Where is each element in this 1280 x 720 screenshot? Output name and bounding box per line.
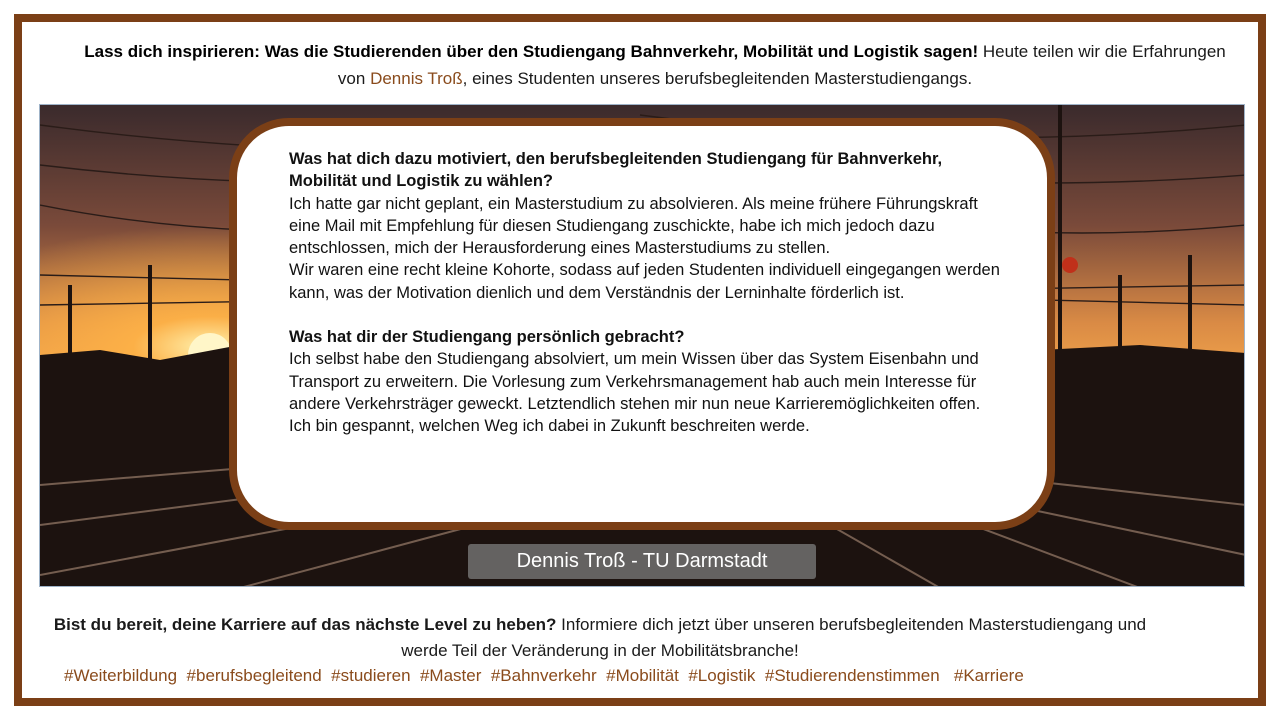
answer-2: Ich selbst habe den Studiengang absolviert, um mein Wissen über das System Eisenbahn und Transport zu erweitern. Die Vorlesung zum Verkehrsmanagement hab auch mein Interesse für andere Verkehrsträger geweckt. Letztendlich stehen mir nun neue Karrieremöglichkeiten offen. Ich bin gespannt, welchen Weg ich dabei in Zukunft beschreiten werde. — [289, 350, 981, 436]
photo-caption: Dennis Troß - TU Darmstadt — [468, 544, 816, 579]
outro-headline: Bist du bereit, deine Karriere auf das nächste Level zu heben? — [53, 615, 557, 634]
outro-text — [40, 612, 1160, 664]
answer-1b: Wir waren eine recht kleine Kohorte, sodass auf jeden Studenten individuell eingegangen werden kann, was der Motivation dienlich und dem Verständnis der Lerninhalte förderlich ist. — [289, 261, 1000, 302]
intro-headline: Lass dich inspirieren: Was die Studierenden über den Studiengang Bahnverkehr, Mobilität und Logistik sagen! — [84, 42, 979, 61]
question-2: Was hat dir der Studiengang persönlich gebracht? — [289, 328, 685, 347]
student-name: Dennis Troß — [370, 69, 463, 88]
intro-text-part1: Heute teilen wir die Erfahrungen von — [337, 42, 1226, 88]
interview-card — [229, 118, 1055, 530]
intro-text-part2: , eines Studenten unseres berufsbegleitenden Masterstudiengangs. — [462, 69, 973, 88]
outro-body: Informiere dich jetzt über unseren berufsbegleitenden Masterstudiengang und werde Teil der Veränderung in der Mobilitätsbranche! — [401, 615, 1147, 660]
intro-text — [70, 38, 1240, 92]
hashtags: #Weiterbildung #berufsbegleitend #studieren #Master #Bahnverkehr #Mobilität #Logistik #Studierendenstimmen #Karriere — [64, 666, 1024, 685]
answer-1a: Ich hatte gar nicht geplant, ein Masterstudium zu absolvieren. Als meine frühere Führungskraft eine Mail mit Empfehlung für diesen Studiengang zuschickte, habe ich mich jedoch dazu entschlossen, mich der Herausforderung eines Masterstudiums zu stellen. — [289, 194, 978, 258]
question-1: Was hat dich dazu motiviert, den berufsbegleitenden Studiengang für Bahnverkehr, Mobilität und Logistik zu wählen? — [289, 150, 943, 191]
